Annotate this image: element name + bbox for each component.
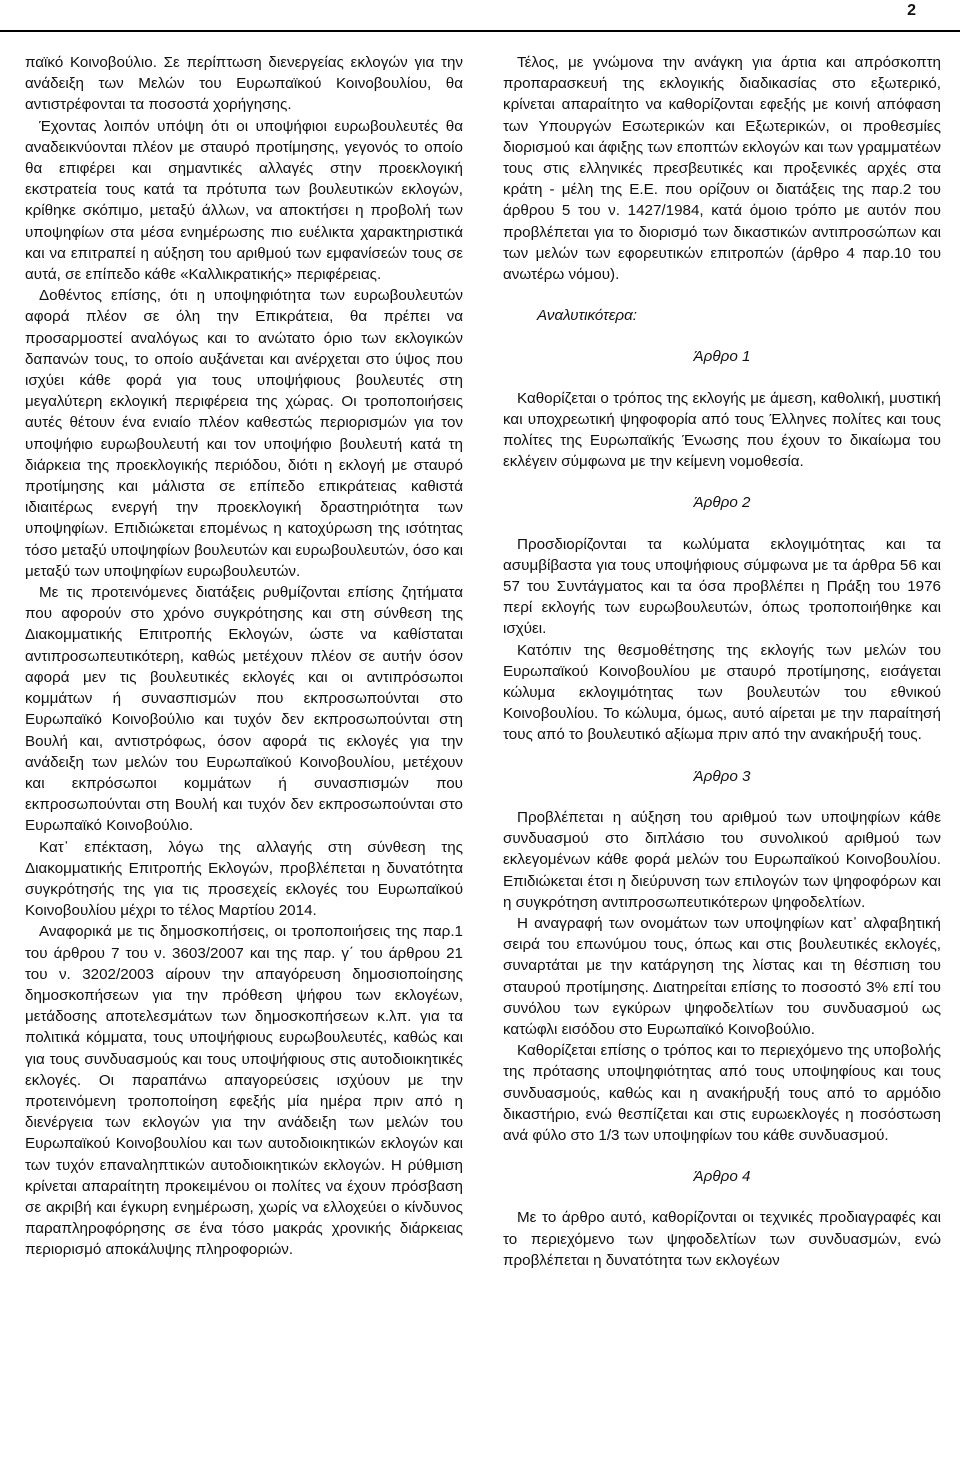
body-paragraph: Προβλέπεται η αύξηση του αριθμού των υποψηφίων κάθε συνδυασμού στο διπλάσιο του συνολικού αριθμού των εκλεγομένων κάθε φορά μελών του Ευρωπαϊκού Κοινοβουλίου. Επιδιώκεται έτσι η διεύρυνση των επιλογών των ψηφοφόρων και η συγκρότηση αντιπροσωπευτικότερων ψηφοδελτίων. bbox=[503, 808, 941, 911]
top-rule bbox=[0, 30, 960, 32]
article-heading: Άρθρο 4 bbox=[693, 1168, 751, 1186]
article-heading: Άρθρο 2 bbox=[693, 494, 751, 512]
article-heading: Άρθρο 1 bbox=[693, 348, 751, 366]
paragraph-continuation: παϊκό Κοινοβούλιο. Σε περίπτωση διενεργείας εκλογών για την ανάδειξη των Μελών του Ευρωπαϊκού Κοινοβουλίου, θα αντιστρέφονται τα ποσοστά χορήγησης. bbox=[25, 54, 463, 114]
article-heading: Άρθρο 3 bbox=[693, 767, 751, 785]
body-paragraph: Καθορίζεται επίσης ο τρόπος και το περιεχόμενο της υποβολής της πρότασης υποψηφιότητας από τους υποψηφίους και τους συνδυασμούς, καθώς και η ανακήρυξή τους από το αρμόδιο δικαστήριο, ενώ θεσπίζεται και στις ευρωεκλογές η ποσόστωση ανά φύλο στο 1/3 των υποψηφίων του κάθε συνδυασμού. bbox=[503, 1042, 941, 1144]
body-paragraph: Με τις προτεινόμενες διατάξεις ρυθμίζονται επίσης ζητήματα που αφορούν στο χρόνο συγκρότησης και στη σύνθεση της Διακομματικής Επιτροπής Εκλογών, ώστε να καθίσταται αντιπροσωπευτικότερη, καθώς μετέχουν πλέον σε αυτήν όσον αφορά μεν τις βουλευτικές εκλογές και οι αντιπρόσωποι κομμάτων ή συνασπισμών που εκπροσωπούνται στο Ευρωπαϊκό Κοινοβούλιο και τυχόν δεν εκπροσωπούνται στη Βουλή και, αντιστρόφως, όσον αφορά τις εκλογές για την ανάδειξη των μελών του Ευρωπαϊκού Κοινοβουλίου, μετέχουν και εκπρόσωποι κομμάτων ή συνασπισμών που εκπροσωπούνται στη Βουλή και τυχόν δεν εκπροσωπούνται στο Ευρωπαϊκό Κοινοβούλιο. bbox=[25, 584, 463, 835]
right-column bbox=[503, 52, 941, 1472]
body-paragraph: Αναφορικά με τις δημοσκοπήσεις, οι τροποποιήσεις της παρ.1 του άρθρου 7 του ν. 3603/2007 και της παρ. γ΄ του άρθρου 21 του ν. 3202/2003 αίρουν την απαγόρευση δημοσιοποίησης δημοσκοπήσεων για την πρόθεση ψήφου των εκλογέων, μετάδοσης αποτελεσμάτων των δημοσκοπήσεων κ.λπ. για τα πολιτικά κόμματα, τους υποψήφιους ευρωβουλευτές, καθώς και για τους συνδυασμούς και τους υποψήφιους στις αυτοδιοικητικές εκλογές. Οι παραπάνω απαγορεύσεις ισχύουν με την προτεινόμενη τροποποίηση εφεξής μία ημέρα πριν από η διενέργεια των εκλογών για την ανάδειξη των μελών του Ευρωπαϊκού Κοινοβουλίου και των αυτοδιοικητικών εκλογών και των τυχόν επαναληπτικών αυτοδιοικητικών εκλογών. Η ρύθμιση κρίνεται απαραίτητη προκειμένου οι πολίτες να έχουν πρόσβαση σε ακριβή και έγκυρη ενημέρωση, χωρίς να ελλοχεύει ο κίνδυνος παραπληροφόρησης σε ένα τόσο μακράς χρονικής διάρκειας περιορισμό αποκάλυψης πληροφοριών. bbox=[25, 923, 463, 1259]
body-paragraph: Κατ᾿ επέκταση, λόγω της αλλαγής στη σύνθεση της Διακομματικής Επιτροπής Εκλογών, προβλέπεται η δυνατότητα συγκρότησής της για τις προσεχείς εκλογές του Ευρωπαϊκού Κοινοβουλίου μέχρι το τέλος Μαρτίου 2014. bbox=[25, 838, 463, 920]
body-paragraph: Προσδιορίζονται τα κωλύματα εκλογιμότητας και τα ασυμβίβαστα για τους υποψήφιους σύμφωνα με τα άρθρα 56 και 57 του Συντάγματος και τα όσα προβλέπει η Πράξη του 1976 περί εκλογής των ευρωβουλευτών, όπως τροποποιήθηκε και ισχύει. bbox=[503, 535, 941, 638]
body-paragraph: Με το άρθρο αυτό, καθορίζονται οι τεχνικές προδιαγραφές και το περιεχόμενο των ψηφοδελτίων των συνδυασμών, ενώ προβλέπεται η δυνατότητα των εκλογέων bbox=[503, 1209, 941, 1269]
body-paragraph: Η αναγραφή των ονομάτων των υποψηφίων κατ᾿ αλφαβητική σειρά του επωνύμου τους, όπως και στις βουλευτικές εκλογές, συναρτάται με την κατάργηση της λίστας και τη θέσπιση του σταυρού προτίμησης. Διατηρείται επίσης το ποσοστό 3% επί του συνόλου των εγκύρων ψηφοδελτίων του συνδυασμού ως κατώφλι εισόδου στο Ευρωπαϊκό Κοινοβούλιο. bbox=[503, 914, 941, 1038]
body-paragraph: Κατόπιν της θεσμοθέτησης της εκλογής των μελών του Ευρωπαϊκού Κοινοβουλίου με σταυρό προτίμησης, εισάγεται κώλυμα εκλογιμότητας των βουλευτών του εθνικού Κοινοβουλίου. Το κώλυμα, όμως, αυτό αίρεται με την παραίτησή τους από το βουλευτικό αξίωμα πριν από την ανακήρυξή τους. bbox=[503, 641, 941, 744]
section-subheading: Αναλυτικότερα: bbox=[537, 307, 637, 325]
body-paragraph: Τέλος, με γνώμονα την ανάγκη για άρτια και απρόσκοπτη προπαρασκευή της εκλογικής διαδικασίας στο εξωτερικό, κρίνεται απαραίτητο να καθορίζονται εφεξής με κοινή απόφαση των Υπουργών Εσωτερικών και Εξωτερικών, οι προθεσμίες διορισμού και άφιξης των εποπτών εκλογών και των γραμματέων τους στις ελληνικές πρεσβευτικές και προξενικές αρχές στα κράτη - μέλη της Ε.Ε. που ορίζουν οι διατάξεις της παρ.2 του άρθρου 5 του ν. 1427/1984, κατά όμοιο τρόπο με αυτόν που προβλέπεται για το διορισμό των δικαστικών αντιπροσώπων και των μελών των εφορευτικών επιτροπών (άρθρο 4 παρ.10 του ανωτέρω νόμου). bbox=[503, 54, 941, 284]
left-column bbox=[25, 52, 463, 1472]
page-number: 2 bbox=[907, 2, 916, 19]
body-paragraph: Έχοντας λοιπόν υπόψη ότι οι υποψήφιοι ευρωβουλευτές θα αναδεικνύονται πλέον με σταυρό προτίμησης, γεγονός το οποίο θα επιφέρει και σημαντικές αλλαγές στην προεκλογική εκστρατεία τους κατά τα πρότυπα των βουλευτικών εκλογών, κρίθηκε σκόπιμο, μεταξύ άλλων, να αποκτήσει η προβολή των υποψηφίων στα μέσα ενημέρωσης πιο ευέλικτα χαρακτηριστικά και να επιτραπεί η αύξηση του αριθμού των εμφανίσεών τους σε αυτά, σε επίπεδο κάθε «Καλλικρατικής» περιφέρειας. bbox=[25, 117, 463, 284]
body-paragraph: Καθορίζεται ο τρόπος της εκλογής με άμεση, καθολική, μυστική και υποχρεωτική ψηφοφορία από τους Έλληνες πολίτες και τους πολίτες της Ευρωπαϊκής Ένωσης που έχουν το δικαίωμα του εκλέγειν σύμφωνα με την κείμενη νομοθεσία. bbox=[503, 389, 941, 471]
body-paragraph: Δοθέντος επίσης, ότι η υποψηφιότητα των ευρωβουλευτών αφορά πλέον σε όλη την Επικράτεια, θα πρέπει να προσαρμοστεί αναλόγως και το ανώτατο όριο των εκλογικών δαπανών τους, το οποίο αυξάνεται και ανέρχεται στο ύψος που ισχύει κάθε φορά για τους υποψήφιους βουλευτές στη μεγαλύτερη εκλογική περιφέρεια της χώρας. Οι τροποποιήσεις αυτές θέτουν ένα ενιαίο πλέον καθεστώς περιορισμών για τον υποψήφιο ευρωβουλευτή και τον υποψήφιο βουλευτή κατά τη διάρκεια της προεκλογικής περιόδου, διότι η εκλογή με σταυρό προτίμησης και μάλιστα σε επίπεδο επικράτειας καθιστά ιδιαιτέρως ενεργή την προεκλογική δραστηριότητα των υποψηφίων. Επιδιώκεται επομένως η κατοχύρωση της ισότητας τόσο μεταξύ υποψηφίων βουλευτών και ευρωβουλευτών, όσο και μεταξύ των υποψηφίων ευρωβουλευτών. bbox=[25, 287, 463, 580]
